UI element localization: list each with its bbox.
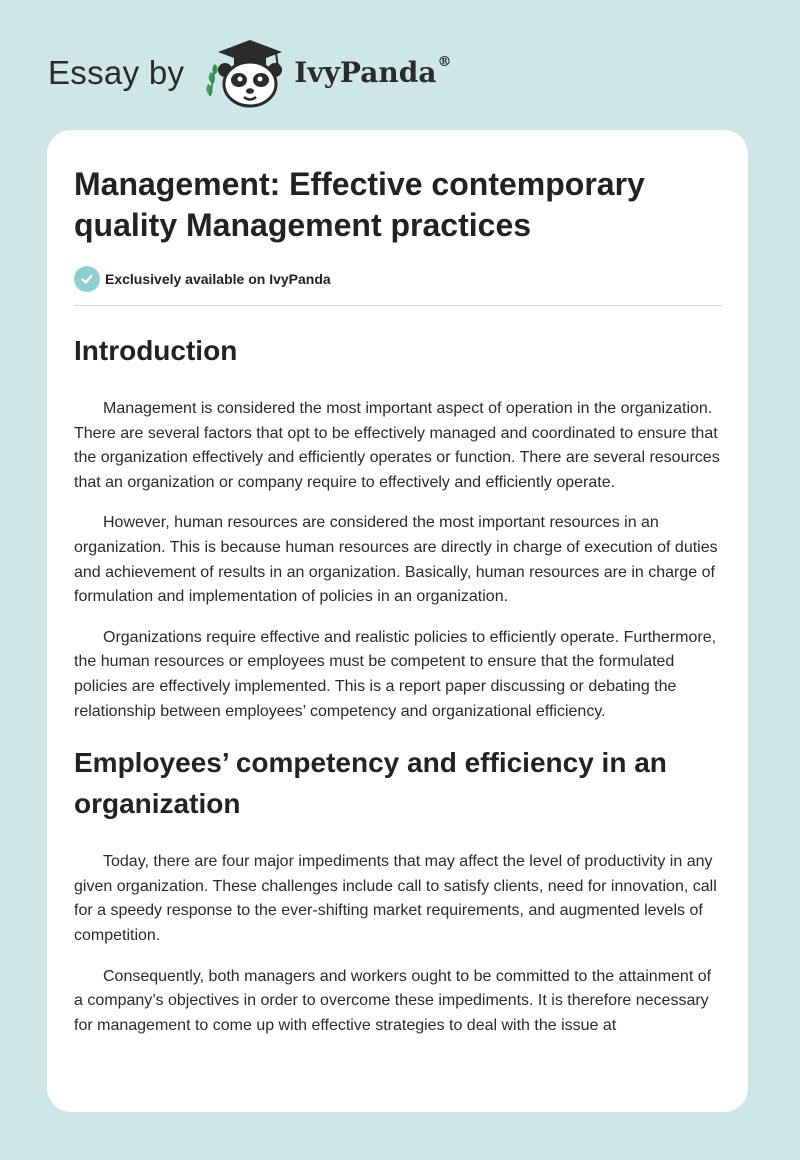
paragraph: Management is considered the most important aspect of operation in the organization. There are several factors that opt to be effectively managed and coordinated to ensure that the organization effectively and efficiently operates or function. There are several resources that an organization or company require to effectively and efficiently operate. — [74, 400, 720, 491]
paragraph: Today, there are four major impediments that may affect the level of productivity in any given organization. These challenges include call to satisfy clients, need for innovation, call for a speedy response to the ever-shifting market requirements, and augmented levels of competition. — [74, 853, 717, 944]
section-employees-competency — [74, 742, 722, 1038]
essay-card — [47, 130, 748, 1112]
check-circle-icon — [74, 266, 100, 292]
brand-name[interactable] — [294, 53, 452, 89]
site-header — [48, 34, 451, 110]
exclusive-badge-label: Exclusively available on IvyPanda — [105, 271, 331, 287]
paragraph: However, human resources are considered the most important resources in an organization. This is because human resources are directly in charge of execution of duties and achievement of results in an organization. Basically, human resources are in charge of formulation and implementation of policies in an organization. — [74, 514, 718, 606]
registered-mark: ® — [437, 53, 452, 70]
section-heading: Introduction — [74, 335, 238, 366]
section-introduction — [74, 330, 722, 724]
ivypanda-logo-icon[interactable] — [200, 34, 292, 110]
paragraph: Organizations require effective and realistic policies to efficiently operate. Furthermore, the human resources or employees must be competent to ensure that the formulated policies are effectively implemented. This is a report paper discussing or debating the relationship between employees’ competency and organizational efficiency. — [74, 628, 717, 720]
essay-title: Management: Effective contemporary quality Management practices — [74, 166, 645, 243]
essay-by-label: Essay by — [48, 53, 185, 91]
section-heading: Employees’ competency and efficiency in an organization — [74, 747, 667, 820]
brand-text: IvyPanda — [294, 55, 437, 89]
paragraph: Consequently, both managers and workers ought to be committed to the attainment of a company’s objectives in order to overcome these impediments. It is therefore necessary for management to come up with effective strategies to deal with the issue at — [74, 967, 712, 1034]
exclusive-badge — [74, 266, 722, 306]
